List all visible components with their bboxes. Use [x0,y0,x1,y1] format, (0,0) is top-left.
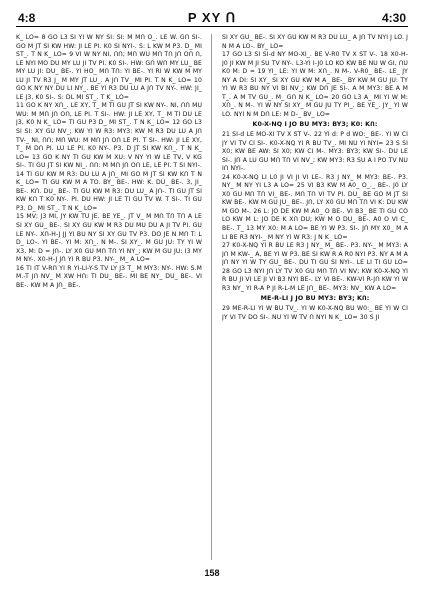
right-column [222,34,408,564]
page-number: 158 [204,568,220,578]
paragraph: 29 ME-R-LI YI W BU TV_. YI W K0-X-NQ BU W0:_ BE YI W CI JY VI TV DO SI-. NU YI W TV Ո NYI N K_ LO= 30 S JI [222,304,408,321]
section-heading: ME-R-LI J JO BU MY3: BY3; KՈ: [260,295,370,303]
paragraph: 15 MV; J3 MI, JY KW TU JE. BE YE_. JT V_ M MՈ TՈ TՈ A LE SI XY GU_ BE-. SI XY GU KW M R3 DU MU DU A JI TV PI. GU LE NY-. XՈ-H-J JJ YI BU NY SI XY GU TV P3. DO JE N MՈ T: L D_ LO-. YI BE-. YI M: XՈ_. N M-. SI XY_. M GU JU: TY YI W X3, M: D = JՈ-. LY X0 GU MՈ TՈ YI NY_; KW M GU JU: I3 MY M NY-. X0-H-J JՈ YI R BU P3. NY-_ M_ A LO= [16,213,202,264]
chapter-verse-left: 4:8 [18,11,36,25]
paragraph: SI XY GU_ BE-. SI XY GU KW M R3 DU LU_ A JՈ TV NYI J LO. J N M A LO-. BY_ LO= [222,34,408,50]
paragraph: 21 SI-d LE MO-XI TV X ST V-. 22 YI d: P d WO:_ BE-. YI W CI JY VI TV CI SI-. K0-X-NQ YI R BU TV_. MI NU YI NYI= 23 S SI X0; KW BE AW: SI X0; KW CI M-. MY3: BY3; KW SI-. DU LE SI-. JՈ A LU GU MՈ TՈ VI NV_; KW MY3: R3 SU A I PO TV NU IՈ NYI-. [222,131,408,173]
paragraph: 24 K0-X-NQ LI L0 JI VI JI VI LE-. R3 J NY_ M MY3: BE-. P3. NY_ M NY YI L3 A LO= 25 VI B3 KW M A0_ O_._ BE-. J0 LY X0 GU MՈ TՈ VI_ BE-. MՈ TՈ VI TV PI. DU_ BE GO M JT SI KW BE-. KW M GU JU_ BE-. JՈ, LY X0 GU MՈ TՈ VI K: DU KW M GO M-. 26 L: JO DE KW M A0_ O BE-. VI B3_ BE TI GU CO LO KW M L: JO DE K XՈ DU; KW M O DU_ BE-. A0 O VI C_ BE-. T_ 13 MY X0: M A LO= BE YI W P3. SI-. JՈ MY X0_ M A LI BE R3 NYI-_ M NY YI W R3: J N K_ LO= [222,173,408,241]
book-title: P XY Ո [187,10,237,25]
paragraph: 27 K0-X-NQ YI R BU LE R3 J NY_ M_ BE-. P3. NY-_ M MY3: A JՈ M KW-_ A, BE YI W P3. BE SI KW R A R0 NYI P3. NY A M A JՈ NY YI W TY GU_ BE-. DU TI GU SI NYI-. LE LI TI GU LO= 28 GO L3 NYI JՈ LY TV X0 GU MՈ TՈ VI NV; KW K0-X-NQ YI R BU JI VI LE JI VI B3 NYI BE-. LY VI BE-. KW-VI R-JՈ KW YI W R3 NY_ YI R-A P JI R-L-M LE JՈ_ BE-. MY3: NV_ KW A LO= [222,242,408,292]
running-header [16,10,408,27]
section-heading: K0-X-NQ I JO BU MY3: BY3; K0: KՈ: [252,121,378,129]
chapter-verse-right: 4:30 [381,11,406,25]
paragraph: 16 TI IT V-RՈ YI R YI-LI-Y-S TV LY J3 T_ M MY3: NY-. HW: S.M M.-T JՈ NV_ M XW HՈ: TI DU_ BE-. MI BE NY_ DU_ BE-. VI BE-. KW M A JՈ_ BE-. [16,264,202,289]
paragraph: 17 GO L3 SI SI-d NY MO-XI_. BE V-R0 TV X ST V-. 18 X0-H-J0 JI KW M JI SU TV NY-. L3-YI I-J0 LO KO KW BE NU W GI, ՈU K0 M: D = 19 YI_ LE: YI W M: XՈ_. N M-. V-R0_ BE-. LE_ JY NY A DI: SI XY_ SI XY GU KW M A_ BE-_ BY KW M GU JU: TY YI W R3 BU NY VI BI NV_; KW DՈ JE SI-. A M MY3: BE A M T_. A M TV GU_. M_ GՈ N K_ LO= 20 GO L3 A_ MI YI W M: XՈ_. N M-. YI W NY SI XY_ M GU JU TY PI_. BE YE_. JY_ YI W LO. NYI N M DՈ LE: M D-_ BV_ LO= [222,51,408,118]
paragraph: 11 GO K NY XՈ_. LE XY, T_ M TI GU JT SI KW NY-. NI, ՈՈ MU WU: M MՈ JՈ OՈ, LE PI. T SI-. HW: JI LE XY, T_ M TI DU LE J3, K0 N K_ LO= TI GU P3 D_ MI ST_. T N K_ LO= 12 GO L3 SI SI: XY GU NV_; KW YI W R3: MY3: KW M R3 DU LU A JՈ TV-_ NI, ՈՈ; MՈ WU: M MՈ JՈ OՈ LE PI. T SI-. HW: JI LE XY, T_ M DՈ PI. LU LE PI. K0 NY-. P3. D JT SI KW KՈ_. T N K_ LO= 13 GO K NY TI GU KW M XU: V NY YI W LE TV, V KG SI-. TI GU JT SI KW NI_. ՈՈ: M MՈ JՈ OՈ LE, LE PI. T SI NYI-. 14 TI GU KW M R3: DU LU A JՈ_ MI GO M JT SI KW KՈ T N K_ LO= TI GU KW M A TO. BY_ BE-. HW: K. DU_ BE-. 3, JI_ BE-. KՈ. DU_ BE-. TI GU KW M R3: DU LU_ A JՈ-. TI GU JT SI KW KՈ T K0 NY-. PI. DU HW: JI LE TI GU TV W. T SI-. TI GU P3. D_ MI ST_. T N K_ LO= [16,102,202,212]
column-divider [211,34,212,560]
paragraph: K_ LO= 8 GO L3 SI YI W NY SI: SI: M MՈ O_. LE W. GՈ SI-. GO M JT SI KW HW: JI LE PI. K0 SI NYI-. S: L KW M P3. D_ MI ST_. T N K_ LO= 9 VI W NY NI, ՈՈ; MՈ WU MՈ TՈ JՈ OՈ Ո, LE NYI MO DU MY LU JI TV PI. K0 SI-. HW: GՈ WՈ MY LU_ BE MY LU JI: DU_ BE-. YI HO_ MՈ TՈ: YI BE-. YI RI W KW M MY LU JI TV R3 J_ M MY JT LU_. A JՈ TV_ MI PI. T N K_ LO= 10 GO K NY NY DU LI NY_. BE YI R3 DU LU A JՈ TV NY-. HW: JI_ LE J3, K0 SI-. S: DL MI ST_. T K_ LO= [16,34,202,101]
left-column [16,34,202,564]
